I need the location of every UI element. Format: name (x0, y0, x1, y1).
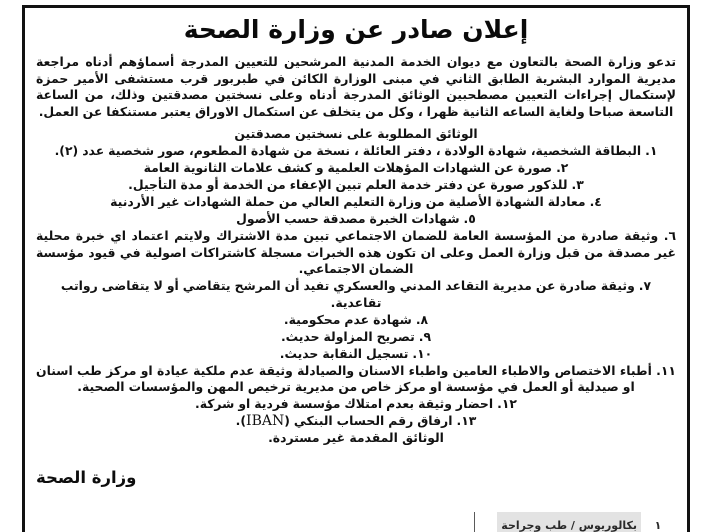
table-cell-qualification: بكالوريوس / طب وجراحة (497, 512, 641, 532)
list-item-text: شهادة عدم محكومية. (283, 311, 412, 327)
requirements-list (36, 143, 676, 430)
table-cell-row-index: ١ (641, 512, 675, 532)
list-item (36, 211, 676, 228)
list-item (36, 278, 676, 311)
page-title: إعلان صادر عن وزارة الصحة (183, 15, 529, 44)
list-item-text: تصريح المزاولة حديث. (280, 328, 415, 344)
list-item-number: ٢. (556, 160, 569, 176)
list-item-text: احضار وثيقة بعدم امتلاك مؤسسة فردية او شركة. (195, 396, 494, 412)
list-item (36, 363, 676, 396)
list-item-text: البطاقة الشخصية، شهادة الولادة ، دفتر العائلة ، نسخة من شهادة المطعوم، صور شخصية عدد (٢). (54, 143, 642, 159)
list-item-text: وثيقة صادرة عن مديرية التقاعد المدني والعسكري تفيد أن المرشح يتقاضي أو لا يتقاضى رواتب تقاعدية. (60, 278, 635, 310)
list-item-number: ١٠. (412, 345, 433, 361)
announcement-document-frame (22, 5, 690, 532)
list-item-number: ١٣. (456, 413, 477, 429)
list-item (36, 177, 676, 194)
table-cell-trailing (475, 512, 498, 532)
list-item (36, 160, 676, 177)
list-item-number: ٦. (663, 228, 677, 244)
list-item-number: ٨. (415, 311, 429, 327)
list-item-text: وثيقة صادرة من المؤسسة العامة للضمان الاجتماعي تبين مدة الاشتراك ولايتم اعتماد اي خبرة محلية غير مصدقة من قبل وزارة العمل وعلى ان تكون هذه الخبرات مسجلة كاشتراكات اصولية في قيود مؤسسة الضمان الاجتماعي. (36, 228, 676, 277)
closing-note: الوثائق المقدمة غير مستردة. (268, 430, 444, 446)
signature-block (36, 468, 676, 488)
list-item-text: صورة عن الشهادات المؤهلات العلمية و كشف علامات الثانوية العامة (143, 160, 553, 176)
list-item-number: ٥. (463, 211, 476, 227)
list-item-number: ٧. (638, 278, 652, 294)
list-item (36, 396, 676, 413)
list-item-number: ١. (645, 143, 658, 159)
list-item (36, 194, 676, 211)
list-item-text: ارفاق رقم الحساب البنكي ( (284, 413, 453, 429)
required-documents-heading: الوثائق المطلوبة على نسختين مصدقتين (234, 125, 478, 141)
list-item-number: ١٢. (497, 396, 517, 412)
list-item-text: أطباء الاختصاص والاطباء العامين واطباء الاسنان والصيادلة وثيقة عدم ملكية عيادة او مركز طب اسنان او صيدلية أو العمل في مؤسسة او مركز خاص من مديرية ترخيص المهن والمؤسسات الصحية. (36, 362, 652, 395)
list-item-text-suffix: ). (235, 413, 247, 429)
list-item-number: ٣. (571, 177, 584, 193)
table-row (475, 512, 675, 532)
list-item (36, 228, 676, 278)
iban-label: IBAN (246, 413, 285, 430)
list-item-text: للذكور صورة عن دفتر خدمة العلم تبين الإعفاء من الخدمة أو مدة التأجيل. (128, 177, 568, 193)
list-item (36, 346, 676, 363)
list-item-text: معادلة الشهادة الأصلية من وزارة التعليم العالي من حملة الشهادات غير الأردنية (110, 194, 586, 210)
list-item-text: تسجيل النقابة حديث. (279, 345, 409, 361)
document-body (25, 17, 687, 532)
list-item-number: ١١. (656, 362, 676, 378)
signature-ministry-name: وزارة الصحة (36, 467, 137, 487)
list-item (36, 312, 676, 329)
list-item (36, 413, 676, 430)
list-item-text: شهادات الخبرة مصدقة حسب الأصول (236, 211, 460, 227)
intro-paragraph: تدعو وزارة الصحة بالتعاون مع ديوان الخدمة المدنية المرشحين للتعيين المدرجة أسماؤهم أدناه مراجعة مديرية الموارد البشرية الطابق الثاني في مبنى الوزارة الكائن في طبربور قرب مستشفى الأمير حمزة لإستكمال إجراءات التعيين مصطحبين الوثائق المدرجة أدناه وعلى نسختين مصدقتين وذلك، من الساعة التاسعة صباحا ولغاية الساعه الثانية ظهرا ، وكل من يتخلف عن استكمال الاوراق يعتبر مستنكفا عن العمل. (36, 54, 676, 120)
list-item-number: ٤. (589, 194, 602, 210)
list-item (36, 329, 676, 346)
positions-table (474, 512, 675, 532)
list-item (36, 143, 676, 160)
list-item-number: ٩. (418, 328, 432, 344)
